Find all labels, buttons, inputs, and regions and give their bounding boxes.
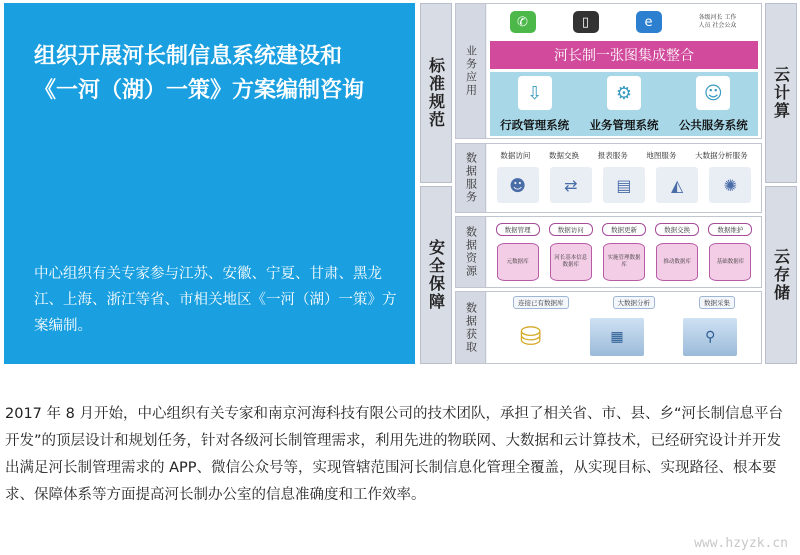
layer-label-text: 数据服务 (464, 152, 478, 204)
resource-pill: 数据维护 (708, 223, 752, 236)
acquisition-label: 连接已有数据库 (513, 296, 569, 309)
map-icon: ◭ (656, 167, 698, 203)
resource-pill: 数据更新 (602, 223, 646, 236)
layer-body (487, 144, 761, 212)
layer-business (455, 3, 762, 139)
sensor-icon: ⚲ (683, 318, 737, 356)
service-labels (491, 150, 757, 161)
data-exchange-icon: ⇄ (550, 167, 592, 203)
admin-system-icon: ⇩ (518, 76, 552, 110)
database-icon: ⛁ (519, 322, 542, 352)
apps-row (491, 6, 757, 38)
architecture-diagram (418, 3, 798, 364)
service-icons (491, 164, 757, 206)
layer-data-service (455, 143, 762, 213)
public-service-icon: ☺ (696, 76, 730, 110)
service-label: 数据交换 (549, 151, 580, 160)
layer-body (487, 4, 761, 138)
service-label: 数据访问 (500, 151, 531, 160)
side-label-cloud-compute (765, 3, 797, 183)
layer-label-text: 数据资源 (464, 226, 478, 278)
banner (4, 3, 415, 364)
acquisition-icons (491, 314, 757, 360)
layer-body (487, 217, 761, 287)
system-label: 行政管理系统 (500, 118, 570, 132)
database-store: 元数据库 (497, 243, 539, 281)
ie-browser-icon: e (636, 11, 662, 33)
system-icons (490, 76, 758, 112)
database-store: 推动数据库 (656, 243, 698, 281)
body-paragraph: 2017 年 8 月开始，中心组织有关专家和南京河海科技有限公司的技术团队，承担了相关省、市、县、乡“河长制信息平台开发”的顶层设计和规划任务，针对各级河长制管理需求，利用先进的物联网、大数据和云计算技术，已经研究设计并开发出满足河长制管理需求的 APP、微信公众号等，实现管辖范围河长制信息化管理全覆盖，从实现目标、实现路径、根本要求、保障体系等方面提高河长制办公室的信息准确度和工作效率。 (5, 406, 783, 503)
side-label-text: 标准规范 (426, 57, 446, 129)
side-label-text: 云存储 (771, 248, 791, 302)
report-icon: ▤ (603, 167, 645, 203)
banner-title-line1: 组织开展河长制信息系统建设和 (34, 43, 343, 69)
system-label: 业务管理系统 (589, 118, 659, 132)
banner-description: 中心组织有关专家参与江苏、安徽、宁夏、甘肃、黑龙江、上海、浙江等省、市相关地区《一河（湖）一策》方案编制。 (34, 266, 397, 334)
wechat-icon: ✆ (510, 11, 536, 33)
side-label-text: 安全保障 (426, 239, 446, 311)
data-access-icon: ☻ (497, 167, 539, 203)
layer-label (456, 144, 486, 212)
layer-data-resources (455, 216, 762, 288)
resource-pill: 数据访问 (549, 223, 593, 236)
service-label: 大数据分析服务 (695, 151, 748, 160)
layer-label (456, 217, 486, 287)
side-label-standards (420, 3, 452, 183)
layer-data-acquisition (455, 291, 762, 364)
database-store: 实施管理数据库 (603, 243, 645, 281)
systems-row (490, 72, 758, 136)
system-labels (490, 117, 758, 133)
big-data-icon: ✺ (709, 167, 751, 203)
resource-pills (491, 223, 757, 236)
layer-label-text: 业务应用 (464, 45, 478, 97)
system-label: 公共服务系统 (678, 118, 748, 132)
resource-pill: 数据管理 (496, 223, 540, 236)
side-label-cloud-storage (765, 186, 797, 364)
database-stores (491, 243, 757, 281)
acquisition-labels (491, 296, 757, 309)
side-label-text: 云计算 (771, 66, 791, 120)
layer-label (456, 4, 486, 138)
integration-bar: 河长制一张图集成整合 (490, 41, 758, 69)
database-store: 河长基本信息数据库 (550, 243, 592, 281)
business-system-icon: ⚙ (607, 76, 641, 110)
phone-app-icon: ▯ (573, 11, 599, 33)
layer-body (487, 292, 761, 363)
banner-title (34, 39, 414, 107)
resource-pill: 数据交换 (655, 223, 699, 236)
acquisition-label: 数据采集 (699, 296, 735, 309)
app-users-note: 各级河长 工作人员 社会公众 (698, 14, 737, 29)
database-store: 基础数据库 (709, 243, 751, 281)
side-label-security (420, 186, 452, 364)
service-label: 地图服务 (646, 151, 677, 160)
service-label: 报表服务 (597, 151, 628, 160)
layer-label (456, 292, 486, 363)
acquisition-label: 大数据分析 (613, 296, 656, 309)
banner-title-line2: 《一河（湖）一策》方案编制咨询 (34, 77, 365, 103)
analysis-icon: ▦ (590, 318, 644, 356)
watermark: www.hzyzk.cn (694, 536, 788, 551)
layer-label-text: 数据获取 (464, 301, 478, 354)
